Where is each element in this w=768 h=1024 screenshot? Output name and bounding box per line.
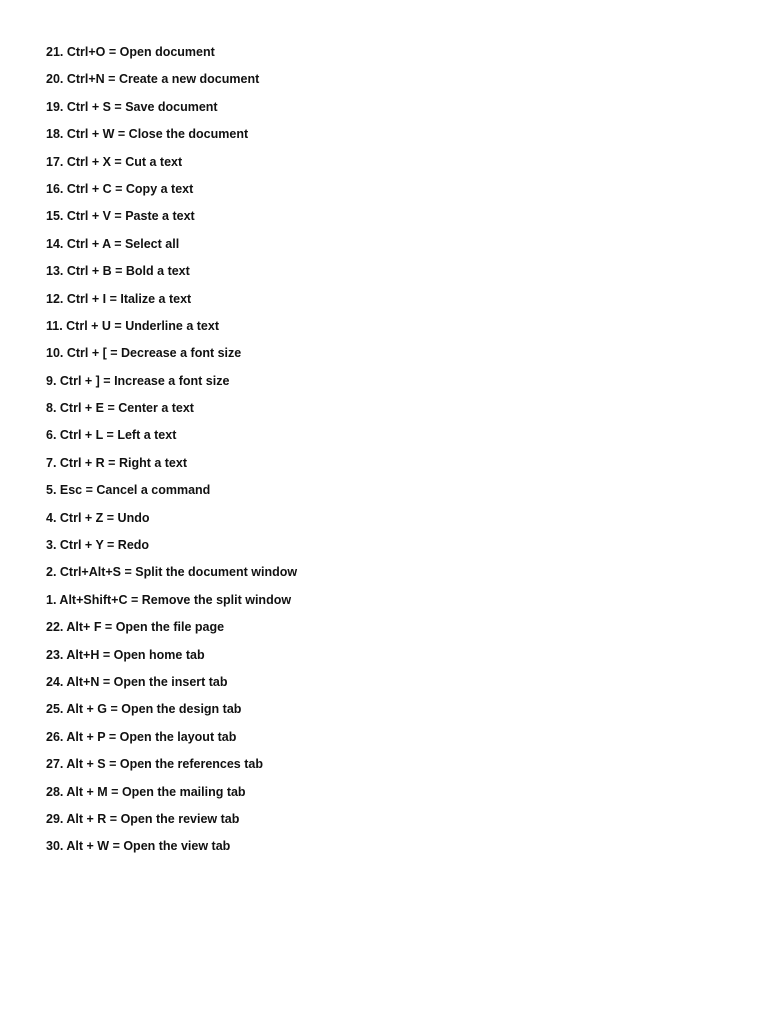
- list-item: 11. Ctrl + U = Underline a text: [46, 318, 219, 333]
- list-item: 22. Alt+ F = Open the file page: [46, 620, 225, 635]
- list-item: 2. Ctrl+Alt+S = Split the document window: [46, 565, 298, 580]
- list-item: 26. Alt + P = Open the layout tab: [46, 729, 237, 744]
- list-item: 27. Alt + S = Open the references tab: [46, 757, 263, 772]
- list-item: 14. Ctrl + A = Select all: [46, 236, 180, 251]
- list-item: 10. Ctrl + [ = Decrease a font size: [46, 346, 242, 361]
- list-item: 19. Ctrl + S = Save document: [46, 99, 218, 114]
- list-item: 5. Esc = Cancel a command: [46, 483, 211, 498]
- list-item: 8. Ctrl + E = Center a text: [46, 401, 194, 416]
- shortcut-list: [46, 42, 297, 864]
- list-item: 30. Alt + W = Open the view tab: [46, 839, 231, 854]
- list-item: 7. Ctrl + R = Right a text: [46, 455, 188, 470]
- list-item: 9. Ctrl + ] = Increase a font size: [46, 373, 230, 388]
- list-item: 24. Alt+N = Open the insert tab: [46, 674, 228, 689]
- list-item: 25. Alt + G = Open the design tab: [46, 702, 242, 717]
- list-item: 17. Ctrl + X = Cut a text: [46, 154, 183, 169]
- list-item: 18. Ctrl + W = Close the document: [46, 127, 249, 142]
- list-item: 21. Ctrl+O = Open document: [46, 45, 215, 59]
- list-item: 4. Ctrl + Z = Undo: [46, 510, 150, 525]
- list-item: 13. Ctrl + B = Bold a text: [46, 264, 190, 279]
- list-item: 23. Alt+H = Open home tab: [46, 647, 205, 662]
- list-item: 28. Alt + M = Open the mailing tab: [46, 784, 246, 799]
- list-item: 15. Ctrl + V = Paste a text: [46, 209, 195, 224]
- list-item: 16. Ctrl + C = Copy a text: [46, 181, 194, 196]
- list-item: 6. Ctrl + L = Left a text: [46, 428, 177, 443]
- list-item: 12. Ctrl + I = Italize a text: [46, 291, 192, 306]
- list-item: 29. Alt + R = Open the review tab: [46, 811, 240, 826]
- list-item: 1. Alt+Shift+C = Remove the split window: [46, 592, 292, 607]
- list-item: 20. Ctrl+N = Create a new document: [46, 72, 260, 87]
- list-item: 3. Ctrl + Y = Redo: [46, 538, 150, 553]
